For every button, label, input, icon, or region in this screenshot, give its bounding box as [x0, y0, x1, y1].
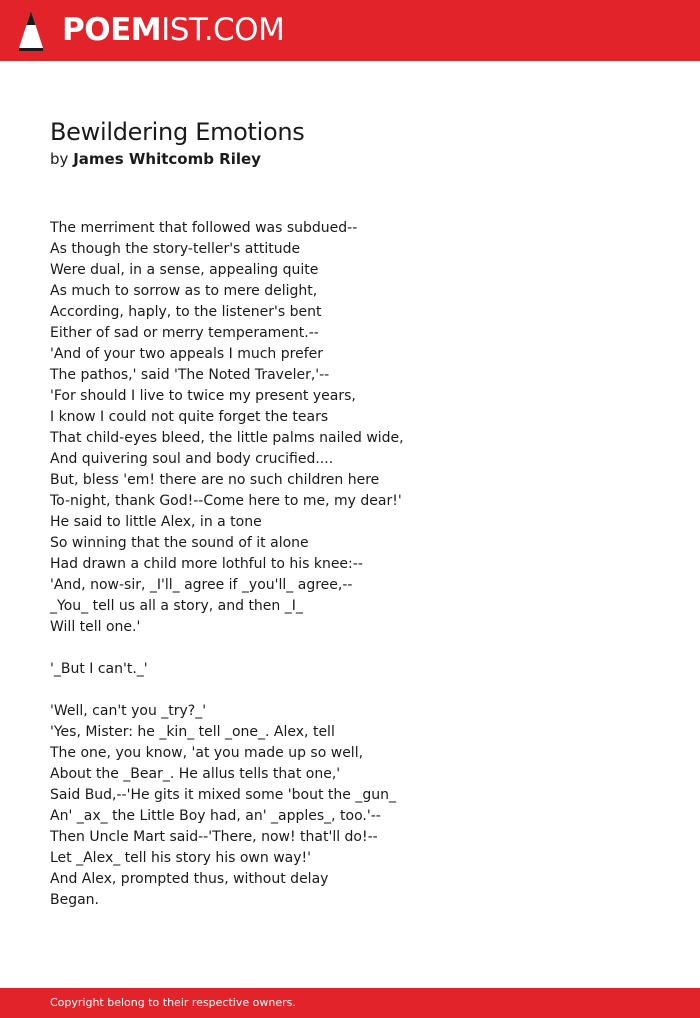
logo-light-text: IST.COM: [161, 12, 285, 48]
poem-body: [50, 218, 670, 911]
byline: [50, 149, 261, 169]
poem-line: He said to little Alex, in a tone: [50, 514, 262, 530]
by-label: by: [50, 150, 69, 168]
poem-line: So winning that the sound of it alone: [50, 535, 309, 551]
poem-line: The pathos,' said 'The Noted Traveler,'--: [50, 367, 330, 383]
poem-line: 'Well, can't you _try?_': [50, 703, 207, 719]
poem-line: Had drawn a child more lothful to his knee:--: [50, 556, 363, 572]
poem-line: About the _Bear_. He allus tells that one,': [50, 766, 341, 782]
poem-line: An' _ax_ the Little Boy had, an' _apples_, too.'--: [50, 808, 381, 824]
copyright-text: Copyright belong to their respective owners.: [50, 996, 296, 1009]
poem-line: As though the story-teller's attitude: [50, 241, 301, 257]
poem-line: 'Yes, Mister: he _kin_ tell _one_. Alex, tell: [50, 724, 335, 740]
poem-line: The merriment that followed was subdued--: [50, 220, 358, 236]
logo-bold-text: POEM: [62, 12, 162, 48]
poem-line: To-night, thank God!--Come here to me, my dear!': [50, 493, 402, 509]
poem-line: Said Bud,--'He gits it mixed some 'bout the _gun_: [50, 787, 396, 803]
poem-line: 'And, now-sir, _I'll_ agree if _you'll_ agree,--: [50, 577, 353, 593]
author-name: James Whitcomb Riley: [73, 150, 261, 168]
poem-line: Then Uncle Mart said--'There, now! that'll do!--: [50, 829, 378, 845]
site-header: [0, 0, 700, 61]
pencil-tip-icon[interactable]: [18, 10, 44, 52]
poem-line: According, haply, to the listener's bent: [50, 304, 322, 320]
poem-line: Either of sad or merry temperament.--: [50, 325, 319, 341]
stanza-break: [50, 680, 670, 701]
poem-line: Began.: [50, 892, 100, 908]
poem-line: Will tell one.': [50, 619, 141, 635]
poem-line: Let _Alex_ tell his story his own way!': [50, 850, 311, 866]
poem-line: And quivering soul and body crucified....: [50, 451, 334, 467]
poem-line: _You_ tell us all a story, and then _I_: [50, 598, 303, 614]
poem-line: And Alex, prompted thus, without delay: [50, 871, 329, 887]
poem-line: 'For should I live to twice my present years,: [50, 388, 356, 404]
poem-line: The one, you know, 'at you made up so well,: [50, 745, 364, 761]
poem-line: But, bless 'em! there are no such children here: [50, 472, 380, 488]
poem-line: 'And of your two appeals I much prefer: [50, 346, 323, 362]
site-footer: [0, 988, 700, 1018]
poem-line: I know I could not quite forget the tears: [50, 409, 329, 425]
poem-line: That child-eyes bleed, the little palms nailed wide,: [50, 430, 404, 446]
poem-line: Were dual, in a sense, appealing quite: [50, 262, 319, 278]
poem-title: Bewildering Emotions: [50, 118, 305, 146]
poem-line: '_But I can't._': [50, 661, 148, 677]
site-logo[interactable]: [62, 12, 284, 48]
stanza-break: [50, 638, 670, 659]
poem-line: As much to sorrow as to mere delight,: [50, 283, 318, 299]
